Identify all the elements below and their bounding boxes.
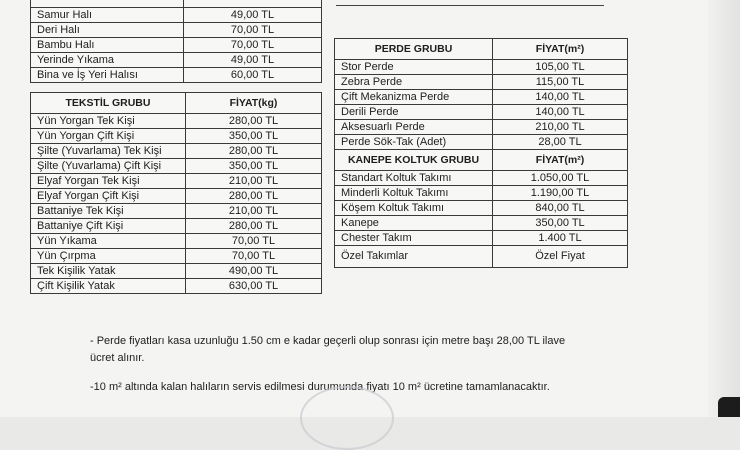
note-curtain-length-cont: ücret alınır. xyxy=(90,352,145,364)
item-name: Yün Yorgan Çift Kişi xyxy=(31,129,186,144)
item-name: Bina ve İş Yeri Halısı xyxy=(31,68,184,83)
table-row xyxy=(335,246,628,268)
item-name: Samur Halı xyxy=(31,8,184,23)
item-name: Şilte (Yuvarlama) Çift Kişi xyxy=(31,159,186,174)
table-row xyxy=(31,249,322,264)
table-row xyxy=(335,216,628,231)
table-row xyxy=(335,135,628,150)
table-row xyxy=(31,219,322,234)
table-row xyxy=(31,144,322,159)
item-price: 140,00 TL xyxy=(493,105,628,120)
table-row xyxy=(335,60,628,75)
price-unit-header: FİYAT(m²) xyxy=(493,39,628,60)
table-row xyxy=(31,129,322,144)
table-row xyxy=(335,231,628,246)
table-header-row xyxy=(335,150,628,171)
item-price: 1.050,00 TL xyxy=(493,171,628,186)
item-name: Köşem Koltuk Takımı xyxy=(335,201,493,216)
top-rule xyxy=(336,5,604,6)
item-name: Çift Mekanizma Perde xyxy=(335,90,493,105)
table-row xyxy=(31,159,322,174)
item-price: 280,00 TL xyxy=(186,189,322,204)
item-name: Yerinde Yıkama xyxy=(31,53,184,68)
item-price: 280,00 TL xyxy=(186,114,322,129)
dark-corner xyxy=(718,397,740,417)
item-price: 70,00 TL xyxy=(186,249,322,264)
textile-price-table xyxy=(30,92,322,294)
item-name: Şilte (Yuvarlama) Tek Kişi xyxy=(31,144,186,159)
item-name: Bambu Halı xyxy=(31,38,184,53)
item-name: Aksesuarlı Perde xyxy=(335,120,493,135)
group-title: PERDE GRUBU xyxy=(335,39,493,60)
item-name: Chester Takım xyxy=(335,231,493,246)
table-row xyxy=(31,0,322,8)
item-price: 105,00 TL xyxy=(493,60,628,75)
group-title: TEKSTİL GRUBU xyxy=(31,93,186,114)
item-price: 70,00 TL xyxy=(184,23,322,38)
item-price: 28,00 TL xyxy=(493,135,628,150)
table-row xyxy=(335,90,628,105)
price-unit-header: FİYAT(kg) xyxy=(186,93,322,114)
table-row xyxy=(31,8,322,23)
item-price: 490,00 TL xyxy=(186,264,322,279)
item-name: Yün Yorgan Tek Kişi xyxy=(31,114,186,129)
table-row xyxy=(31,53,322,68)
item-name: Elyaf Yorgan Tek Kişi xyxy=(31,174,186,189)
note-minimum-area: -10 m² altında kalan halıların servis edilmesi durumunda fiyatı 10 m² ücretine tamamlanacaktır. xyxy=(90,381,550,393)
item-name: Stor Perde xyxy=(335,60,493,75)
item-price: 49,00 TL xyxy=(184,53,322,68)
table-row xyxy=(335,171,628,186)
item-name: Özel Takımlar xyxy=(335,246,493,268)
item-price: 1.400 TL xyxy=(493,231,628,246)
item-price: 210,00 TL xyxy=(186,174,322,189)
item-price: 350,00 TL xyxy=(493,216,628,231)
item-price: 140,00 TL xyxy=(493,90,628,105)
item-name: Minderli Koltuk Takımı xyxy=(335,186,493,201)
item-price: 115,00 TL xyxy=(493,75,628,90)
table-row xyxy=(335,105,628,120)
carpet-price-table xyxy=(30,0,322,83)
item-price: 280,00 TL xyxy=(186,219,322,234)
item-name: Zebra Perde xyxy=(335,75,493,90)
item-name: Battaniye Tek Kişi xyxy=(31,204,186,219)
item-price: 350,00 TL xyxy=(186,129,322,144)
item-name: Yün Çırpma xyxy=(31,249,186,264)
item-price: 210,00 TL xyxy=(186,204,322,219)
table-row xyxy=(31,264,322,279)
item-price: 70,00 TL xyxy=(186,234,322,249)
item-price: 70,00 TL xyxy=(184,38,322,53)
table-row xyxy=(31,189,322,204)
item-name: Çift Kişilik Yatak xyxy=(31,279,186,294)
curtain-sofa-price-table xyxy=(334,38,628,268)
item-price: 280,00 TL xyxy=(186,144,322,159)
table-header-row xyxy=(31,93,322,114)
table-header-row xyxy=(335,39,628,60)
item-price: 210,00 TL xyxy=(493,120,628,135)
price-unit-header: FİYAT(m²) xyxy=(493,150,628,171)
table-row xyxy=(31,68,322,83)
item-name: Battaniye Çift Kişi xyxy=(31,219,186,234)
item-price: 1.190,00 TL xyxy=(493,186,628,201)
table-row xyxy=(335,186,628,201)
item-name: Perde Sök-Tak (Adet) xyxy=(335,135,493,150)
item-name: Standart Koltuk Takımı xyxy=(335,171,493,186)
table-row xyxy=(335,201,628,216)
item-price: 630,00 TL xyxy=(186,279,322,294)
item-name: Derili Perde xyxy=(335,105,493,120)
item-price: 49,00 TL xyxy=(184,8,322,23)
item-price: 350,00 TL xyxy=(186,159,322,174)
group-title: KANEPE KOLTUK GRUBU xyxy=(335,150,493,171)
table-row xyxy=(31,38,322,53)
table-row xyxy=(335,75,628,90)
item-price: Özel Fiyat xyxy=(493,246,628,268)
table-row xyxy=(335,120,628,135)
table-row xyxy=(31,23,322,38)
item-name: Yün Yıkama xyxy=(31,234,186,249)
table-row xyxy=(31,234,322,249)
item-name: Elyaf Yorgan Çift Kişi xyxy=(31,189,186,204)
item-name: Deri Halı xyxy=(31,23,184,38)
item-name: Kanepe xyxy=(335,216,493,231)
item-price: 60,00 TL xyxy=(184,68,322,83)
table-row xyxy=(31,204,322,219)
note-curtain-length: - Perde fiyatları kasa uzunluğu 1.50 cm e kadar geçerli olup sonrası için metre başı 28,00 TL ilave xyxy=(90,335,566,347)
page-edge-shadow xyxy=(708,0,740,417)
stamp-mark xyxy=(300,386,394,450)
table-row xyxy=(31,279,322,294)
item-name: Tek Kişilik Yatak xyxy=(31,264,186,279)
table-row xyxy=(31,174,322,189)
item-price: 840,00 TL xyxy=(493,201,628,216)
table-row xyxy=(31,114,322,129)
